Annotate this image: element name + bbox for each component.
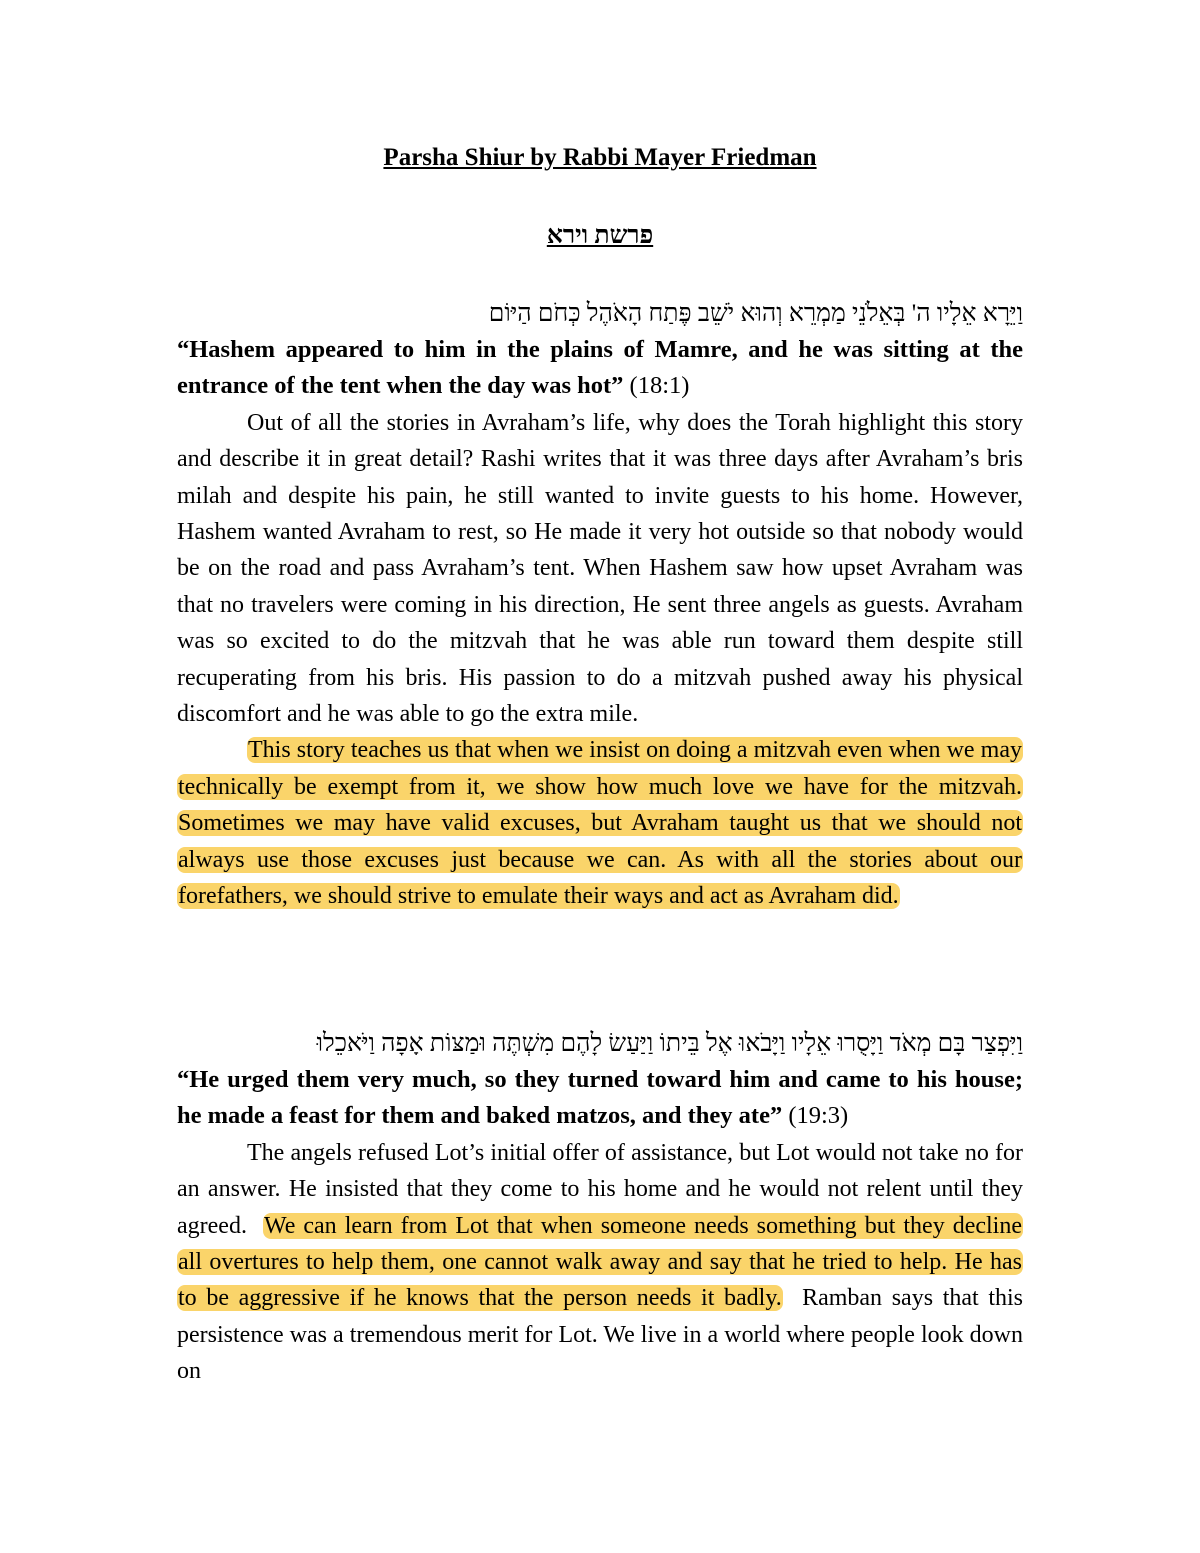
verse-translation — [177, 1062, 1023, 1135]
hebrew-verse: וַיִּפְצַר בָּם מְאֹד וַיָּסֻרוּ אֵלָיו וַיָּבֹאוּ אֶל בֵּיתוֹ וַיַּעַשׂ לָהֶם מִשְׁתֶּה וּמַצּוֹת אָפָה וַיֹּאכֵלוּ — [316, 1030, 1023, 1057]
translation-text: “Hashem appeared to him in the plains of Mamre, and he was sitting at the entrance of the tent when the day was hot” — [177, 336, 1023, 400]
highlighted-paragraph — [177, 732, 1023, 914]
commentary-paragraph — [177, 1135, 1023, 1390]
paragraph-start: The angels refused Lot’s initial offer of assistance, but Lot would not take no for an answer. He insisted that they come to his home and he would not relent until they agreed. — [177, 1139, 1023, 1239]
hebrew-verse: וַיֵּרָא אֵלָיו ה' בְּאֵלֹנֵי מַמְרֵא וְהוּא יֹשֵׁב פֶּתַח הָאֹהֶל כְּחֹם הַיּוֹם — [488, 300, 1023, 327]
commentary-paragraph: Out of all the stories in Avraham’s life, why does the Torah highlight this story and describe it in great detail? Rashi writes that it was three days after Avraham’s bris milah and despite his pain, he still wanted to invite guests to his home. However, Hashem wanted Avraham to rest, so He made it very hot outside so that nobody would be on the road and pass Avraham’s tent. When Hashem saw how upset Avraham was that no travelers were coming in his direction, He sent three angels as guests. Avraham was so excited to do the mitzvah that he was able run toward them despite still recuperating from his bris. His passion to do a mitzvah pushed away his physical discomfort and he was able to go the extra mile. — [177, 409, 1023, 728]
translation-text: “He urged them very much, so they turned toward him and came to his house; he made a feast for them and baked matzos, and they ate” — [177, 1066, 1023, 1130]
highlighted-text: This story teaches us that when we insist on doing a mitzvah even when we may technically be exempt from it, we show how much love we have for the mitzvah. Sometimes we may have valid excuses, but Avraham taught us that we should not always use those excuses just because we can. As with all the stories about our forefathers, we should strive to emulate their ways and act as Avraham did. — [178, 737, 1022, 910]
section-vayera-verse-18-1 — [177, 296, 1023, 915]
parsha-name: פרשת וירא — [546, 222, 654, 249]
verse-reference: (19:3) — [788, 1102, 849, 1130]
paragraph-end: Ramban says that this persistence was a tremendous merit for Lot. We live in a world where people look down on — [177, 1285, 1023, 1385]
section-verse-19-3 — [177, 1026, 1023, 1390]
verse-reference: (18:1) — [629, 372, 690, 400]
verse-translation — [177, 332, 1023, 405]
highlighted-text: We can learn from Lot that when someone needs something but they decline all overtures to help them, one cannot walk away and say that he tried to help. He has to be aggressive if he knows that the person needs it badly. — [178, 1212, 1022, 1312]
document-title: Parsha Shiur by Rabbi Mayer Friedman — [383, 144, 817, 171]
